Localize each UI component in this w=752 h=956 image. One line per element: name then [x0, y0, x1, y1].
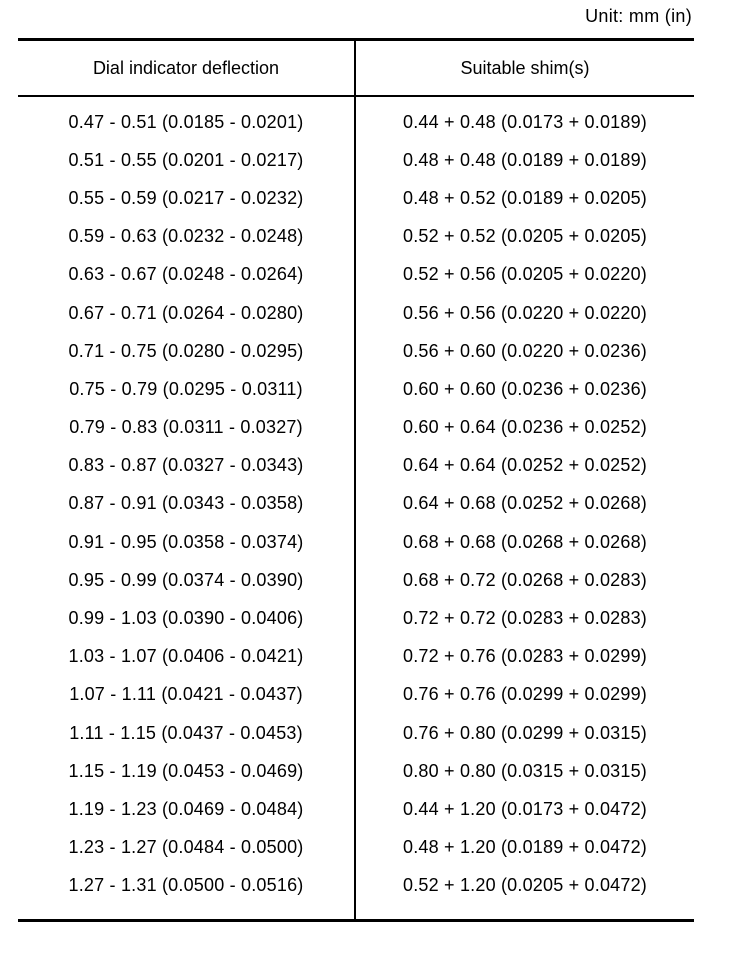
deflection-cell: 0.87 - 0.91 (0.0343 - 0.0358) [18, 485, 355, 523]
deflection-cell: 0.55 - 0.59 (0.0217 - 0.0232) [18, 179, 355, 217]
shim-cell: 0.56 + 0.60 (0.0220 + 0.0236) [403, 340, 647, 361]
table-row [18, 676, 694, 714]
deflection-cell: 0.71 - 0.75 (0.0280 - 0.0295) [18, 332, 355, 370]
shim-cell: 0.48 + 1.20 (0.0189 + 0.0472) [403, 837, 647, 858]
shim-cell: 0.56 + 0.56 (0.0220 + 0.0220) [403, 302, 647, 323]
table-row [18, 829, 694, 867]
deflection-cell: 1.03 - 1.07 (0.0406 - 0.0421) [18, 638, 355, 676]
table-row [18, 447, 694, 485]
deflection-cell: 0.79 - 0.83 (0.0311 - 0.0327) [18, 409, 355, 447]
deflection-cell: 0.47 - 0.51 (0.0185 - 0.0201) [18, 96, 355, 141]
column-header-shims: Suitable shim(s) [355, 40, 694, 97]
shim-cell: 0.80 + 0.80 (0.0315 + 0.0315) [403, 760, 647, 781]
deflection-cell: 1.27 - 1.31 (0.0500 - 0.0516) [18, 867, 355, 921]
table-row [18, 599, 694, 637]
shim-cell: 0.44 + 1.20 (0.0173 + 0.0472) [403, 798, 647, 819]
table-row [18, 256, 694, 294]
shim-cell: 0.60 + 0.60 (0.0236 + 0.0236) [403, 378, 647, 399]
table-row [18, 867, 694, 921]
shim-cell: 0.52 + 0.56 (0.0205 + 0.0220) [403, 264, 647, 285]
table-row [18, 523, 694, 561]
table-row [18, 752, 694, 790]
shim-cell: 0.72 + 0.72 (0.0283 + 0.0283) [403, 608, 647, 629]
table-row [18, 218, 694, 256]
table-row [18, 370, 694, 408]
deflection-cell: 0.63 - 0.67 (0.0248 - 0.0264) [18, 256, 355, 294]
deflection-cell: 0.75 - 0.79 (0.0295 - 0.0311) [18, 370, 355, 408]
deflection-cell: 0.91 - 0.95 (0.0358 - 0.0374) [18, 523, 355, 561]
shim-cell: 0.68 + 0.72 (0.0268 + 0.0283) [403, 569, 647, 590]
deflection-cell: 0.95 - 0.99 (0.0374 - 0.0390) [18, 561, 355, 599]
table-row [18, 561, 694, 599]
table-row [18, 638, 694, 676]
shim-cell: 0.48 + 0.48 (0.0189 + 0.0189) [403, 149, 647, 170]
table-header [18, 40, 694, 97]
table-body [18, 96, 694, 920]
shim-cell: 0.52 + 0.52 (0.0205 + 0.0205) [403, 226, 647, 247]
shim-cell: 0.64 + 0.64 (0.0252 + 0.0252) [403, 455, 647, 476]
shim-table-container [18, 38, 694, 922]
shim-cell: 0.60 + 0.64 (0.0236 + 0.0252) [403, 417, 647, 438]
shim-cell: 0.44 + 0.48 (0.0173 + 0.0189) [403, 111, 647, 132]
header-row [18, 40, 694, 97]
shim-cell: 0.76 + 0.76 (0.0299 + 0.0299) [403, 684, 647, 705]
shim-selection-table [18, 38, 694, 922]
shim-cell: 0.48 + 0.52 (0.0189 + 0.0205) [403, 187, 647, 208]
table-row [18, 141, 694, 179]
shim-cell: 0.64 + 0.68 (0.0252 + 0.0268) [403, 493, 647, 514]
deflection-cell: 0.51 - 0.55 (0.0201 - 0.0217) [18, 141, 355, 179]
deflection-cell: 0.59 - 0.63 (0.0232 - 0.0248) [18, 218, 355, 256]
deflection-cell: 1.15 - 1.19 (0.0453 - 0.0469) [18, 752, 355, 790]
shim-cell: 0.72 + 0.76 (0.0283 + 0.0299) [403, 646, 647, 667]
shim-cell: 0.52 + 1.20 (0.0205 + 0.0472) [355, 867, 694, 921]
table-row [18, 179, 694, 217]
deflection-cell: 0.99 - 1.03 (0.0390 - 0.0406) [18, 599, 355, 637]
table-row [18, 96, 694, 141]
deflection-cell: 0.83 - 0.87 (0.0327 - 0.0343) [18, 447, 355, 485]
table-row [18, 790, 694, 828]
table-row [18, 332, 694, 370]
unit-label: Unit: mm (in) [585, 6, 692, 26]
shim-cell: 0.68 + 0.68 (0.0268 + 0.0268) [403, 531, 647, 552]
table-row [18, 485, 694, 523]
table-row [18, 409, 694, 447]
deflection-cell: 1.07 - 1.11 (0.0421 - 0.0437) [18, 676, 355, 714]
deflection-cell: 1.11 - 1.15 (0.0437 - 0.0453) [18, 714, 355, 752]
deflection-cell: 1.23 - 1.27 (0.0484 - 0.0500) [18, 829, 355, 867]
table-row [18, 714, 694, 752]
column-header-deflection: Dial indicator deflection [18, 40, 355, 97]
table-row [18, 294, 694, 332]
shim-cell: 0.76 + 0.80 (0.0299 + 0.0315) [403, 722, 647, 743]
deflection-cell: 1.19 - 1.23 (0.0469 - 0.0484) [18, 790, 355, 828]
deflection-cell: 0.67 - 0.71 (0.0264 - 0.0280) [18, 294, 355, 332]
